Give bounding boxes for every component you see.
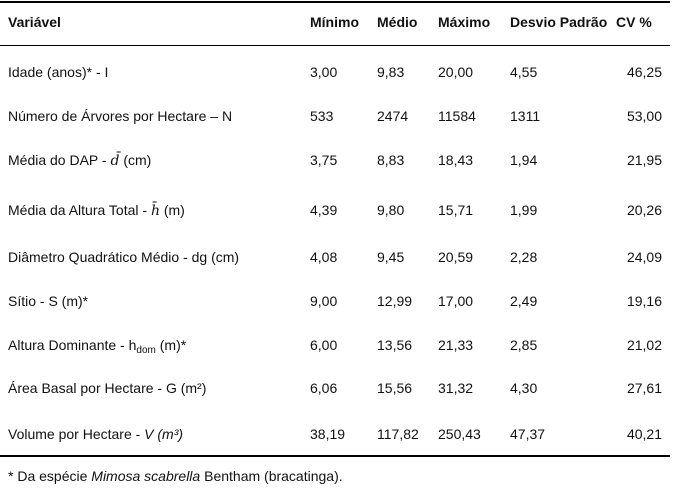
cell-desvio: 47,37	[510, 426, 546, 442]
variable-name: Média da Altura Total - h̄ (m)	[8, 202, 185, 219]
cell-medio: 9,83	[377, 64, 405, 80]
cell-maximo: 31,32	[438, 380, 474, 396]
cell-desvio: 2,28	[510, 249, 538, 265]
variable-name: Idade (anos)* - I	[8, 64, 109, 80]
cell-minimo: 6,00	[310, 337, 338, 353]
variable-name: Média do DAP - d̄ (cm)	[8, 152, 152, 169]
cell-medio: 12,99	[377, 293, 413, 309]
cell-minimo: 4,39	[310, 202, 338, 218]
table-bottom-rule	[0, 455, 670, 457]
cell-minimo: 3,75	[310, 152, 338, 168]
cell-cv: 53,00	[626, 108, 662, 124]
cell-cv: 24,09	[626, 249, 662, 265]
variable-name: Diâmetro Quadrático Médio - dg (cm)	[8, 249, 240, 265]
dbar-symbol: d̄	[110, 153, 120, 169]
dom-subscript: dom	[136, 345, 156, 356]
species-name: Mimosa scabrella	[91, 468, 201, 484]
cell-cv: 27,61	[626, 380, 662, 396]
cell-desvio: 1,94	[510, 152, 538, 168]
cell-medio: 8,83	[377, 152, 405, 168]
cell-medio: 13,56	[377, 337, 413, 353]
table-row	[0, 64, 673, 86]
cell-minimo: 38,19	[310, 426, 346, 442]
header-desvio-padrao: Desvio Padrão	[510, 14, 608, 30]
cell-medio: 15,56	[377, 380, 413, 396]
cell-cv: 21,95	[626, 152, 662, 168]
cell-maximo: 20,59	[438, 249, 474, 265]
table-row	[0, 380, 673, 402]
cell-maximo: 18,43	[438, 152, 474, 168]
cell-maximo: 17,00	[438, 293, 474, 309]
cell-maximo: 20,00	[438, 64, 474, 80]
cell-desvio: 1,99	[510, 202, 538, 218]
cell-maximo: 21,33	[438, 337, 474, 353]
cell-desvio: 2,49	[510, 293, 538, 309]
hbar-symbol: h̄	[150, 203, 160, 219]
variable-name: Área Basal por Hectare - G (m²)	[8, 380, 207, 396]
table-row	[0, 152, 673, 174]
cell-minimo: 3,00	[310, 64, 338, 80]
cell-medio: 2474	[377, 108, 409, 124]
footnote: * Da espécie Mimosa scabrella Bentham (bracatinga).	[8, 468, 343, 484]
cell-minimo: 6,06	[310, 380, 338, 396]
header-cv: CV %	[616, 14, 652, 30]
cell-cv: 46,25	[626, 64, 662, 80]
cell-minimo: 4,08	[310, 249, 338, 265]
variable-name: Sítio - S (m)*	[8, 293, 89, 309]
table-header-row	[0, 14, 673, 36]
header-maximo: Máximo	[438, 14, 491, 30]
table-top-rule	[0, 1, 670, 3]
table-row	[0, 337, 673, 359]
cell-medio: 9,80	[377, 202, 405, 218]
volume-symbol: V (m³)	[144, 426, 184, 442]
cell-maximo: 250,43	[438, 426, 481, 442]
header-variavel: Variável	[8, 14, 61, 30]
cell-minimo: 533	[310, 108, 334, 124]
variable-name: Volume por Hectare - V (m³)	[8, 426, 184, 442]
cell-maximo: 15,71	[438, 202, 474, 218]
cell-desvio: 1311	[510, 108, 541, 124]
cell-cv: 21,02	[626, 337, 662, 353]
cell-desvio: 4,30	[510, 380, 538, 396]
cell-cv: 40,21	[626, 426, 662, 442]
cell-medio: 117,82	[377, 426, 419, 442]
cell-cv: 19,16	[626, 293, 662, 309]
table-row	[0, 426, 673, 448]
header-bottom-rule	[0, 45, 670, 46]
cell-desvio: 2,85	[510, 337, 538, 353]
variable-name: Número de Árvores por Hectare – N	[8, 108, 233, 124]
table-row	[0, 202, 673, 224]
cell-maximo: 11584	[438, 108, 476, 124]
cell-minimo: 9,00	[310, 293, 338, 309]
header-minimo: Mínimo	[310, 14, 359, 30]
table-row	[0, 249, 673, 271]
table-row	[0, 108, 673, 130]
header-medio: Médio	[377, 14, 418, 30]
table-row	[0, 293, 673, 315]
cell-medio: 9,45	[377, 249, 405, 265]
cell-cv: 20,26	[626, 202, 662, 218]
cell-desvio: 4,55	[510, 64, 538, 80]
variable-name: Altura Dominante - $h_{dom}$ (m)*	[8, 337, 187, 356]
